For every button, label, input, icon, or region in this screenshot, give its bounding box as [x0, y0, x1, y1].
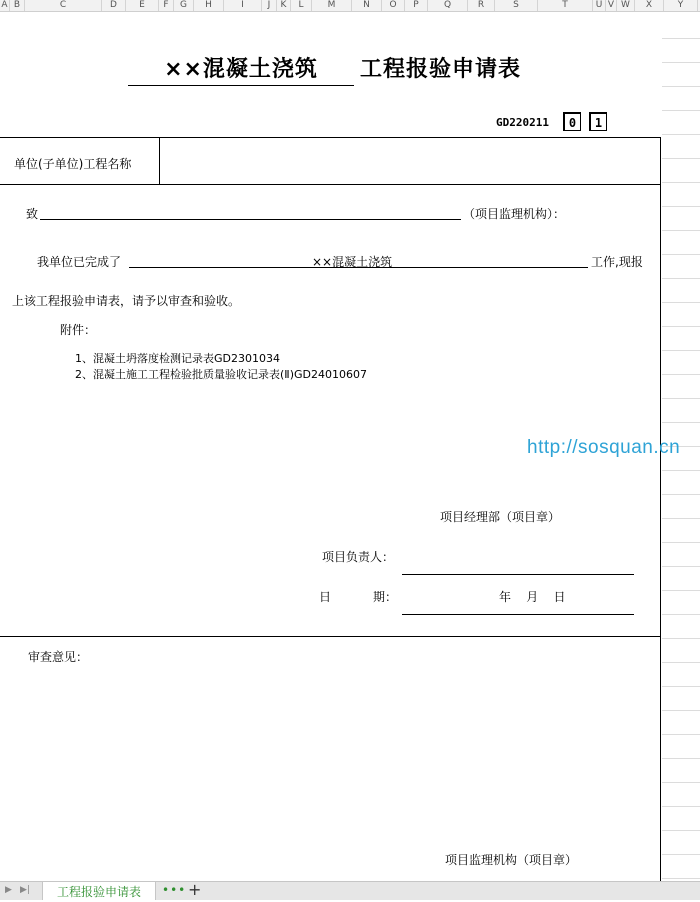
column-header[interactable]: U	[593, 0, 606, 11]
title-project-name[interactable]: ××混凝土浇筑	[128, 52, 354, 86]
column-header[interactable]: T	[538, 0, 593, 11]
last-sheet-icon[interactable]: ▶|	[20, 885, 30, 895]
to-label: 致	[26, 207, 39, 221]
row-divider	[0, 636, 661, 637]
to-suffix: （项目监理机构）：	[463, 207, 566, 221]
more-sheets-icon[interactable]: •••	[162, 883, 187, 897]
title-main: 工程报验申请表	[360, 57, 522, 82]
column-header[interactable]: H	[194, 0, 224, 11]
column-header[interactable]: C	[25, 0, 102, 11]
column-header[interactable]: D	[102, 0, 126, 11]
review-opinion-label: 审查意见：	[28, 650, 89, 664]
form-title	[128, 52, 568, 84]
column-header[interactable]: L	[291, 0, 312, 11]
completed-work-value[interactable]: ××混凝土浇筑	[312, 255, 393, 269]
responsible-signature-field[interactable]	[402, 574, 634, 575]
column-header[interactable]: S	[495, 0, 538, 11]
row-divider	[0, 184, 661, 185]
column-header[interactable]: A	[0, 0, 10, 11]
responsible-label: 项目负责人：	[322, 550, 395, 564]
date-field-underline	[402, 614, 634, 615]
supervision-seal: 项目监理机构（项目章）	[445, 853, 578, 867]
column-header[interactable]: P	[405, 0, 428, 11]
review-opinion-area[interactable]	[20, 665, 650, 845]
column-header[interactable]: K	[277, 0, 291, 11]
column-header-bar	[0, 0, 700, 12]
sheet-tab-active[interactable]: 工程报验申请表	[42, 882, 156, 900]
date-label-day: 日	[319, 590, 332, 604]
completed-suffix: 工作,现报	[591, 255, 643, 269]
attachment-item[interactable]: 1、混凝土坍落度检测记录表GD2301034	[75, 352, 280, 365]
project-dept-seal: 项目经理部（项目章）	[440, 510, 561, 524]
column-header[interactable]: O	[382, 0, 405, 11]
unit-project-name-cell[interactable]	[160, 138, 660, 184]
column-header[interactable]: V	[606, 0, 617, 11]
attachment-item[interactable]: 2、混凝土施工工程检验批质量验收记录表(Ⅱ)GD24010607	[75, 368, 367, 381]
column-header[interactable]: J	[262, 0, 277, 11]
attachments-label: 附件：	[60, 323, 97, 337]
column-header[interactable]: F	[159, 0, 174, 11]
code-box-2[interactable]: 1	[589, 112, 607, 131]
date-value[interactable]: 年 月 日	[499, 590, 566, 604]
form-code: GD220211	[496, 116, 549, 129]
column-header[interactable]: Y	[664, 0, 698, 11]
code-box-1[interactable]: 0	[563, 112, 581, 131]
sheet-tab-bar	[0, 881, 700, 900]
column-header[interactable]: R	[468, 0, 495, 11]
column-header[interactable]: E	[126, 0, 159, 11]
unit-project-name-label: 单位(子单位)工程名称	[14, 157, 132, 171]
completed-label: 我单位已完成了	[37, 255, 122, 269]
column-header[interactable]: G	[174, 0, 194, 11]
date-label-period: 期：	[373, 590, 398, 604]
prev-sheet-icon[interactable]: ▶	[5, 885, 12, 895]
add-sheet-icon[interactable]: +	[188, 880, 202, 899]
column-header[interactable]: Q	[428, 0, 468, 11]
column-header[interactable]: N	[352, 0, 382, 11]
column-header[interactable]: W	[617, 0, 635, 11]
column-header[interactable]: M	[312, 0, 352, 11]
supervisor-name-field[interactable]	[40, 219, 461, 220]
column-header[interactable]: B	[10, 0, 25, 11]
submit-statement: 上该工程报验申请表，请予以审查和验收。	[12, 294, 241, 308]
watermark-url: http://sosquan.cn	[527, 437, 681, 458]
column-header[interactable]: I	[224, 0, 262, 11]
column-header[interactable]: X	[635, 0, 664, 11]
